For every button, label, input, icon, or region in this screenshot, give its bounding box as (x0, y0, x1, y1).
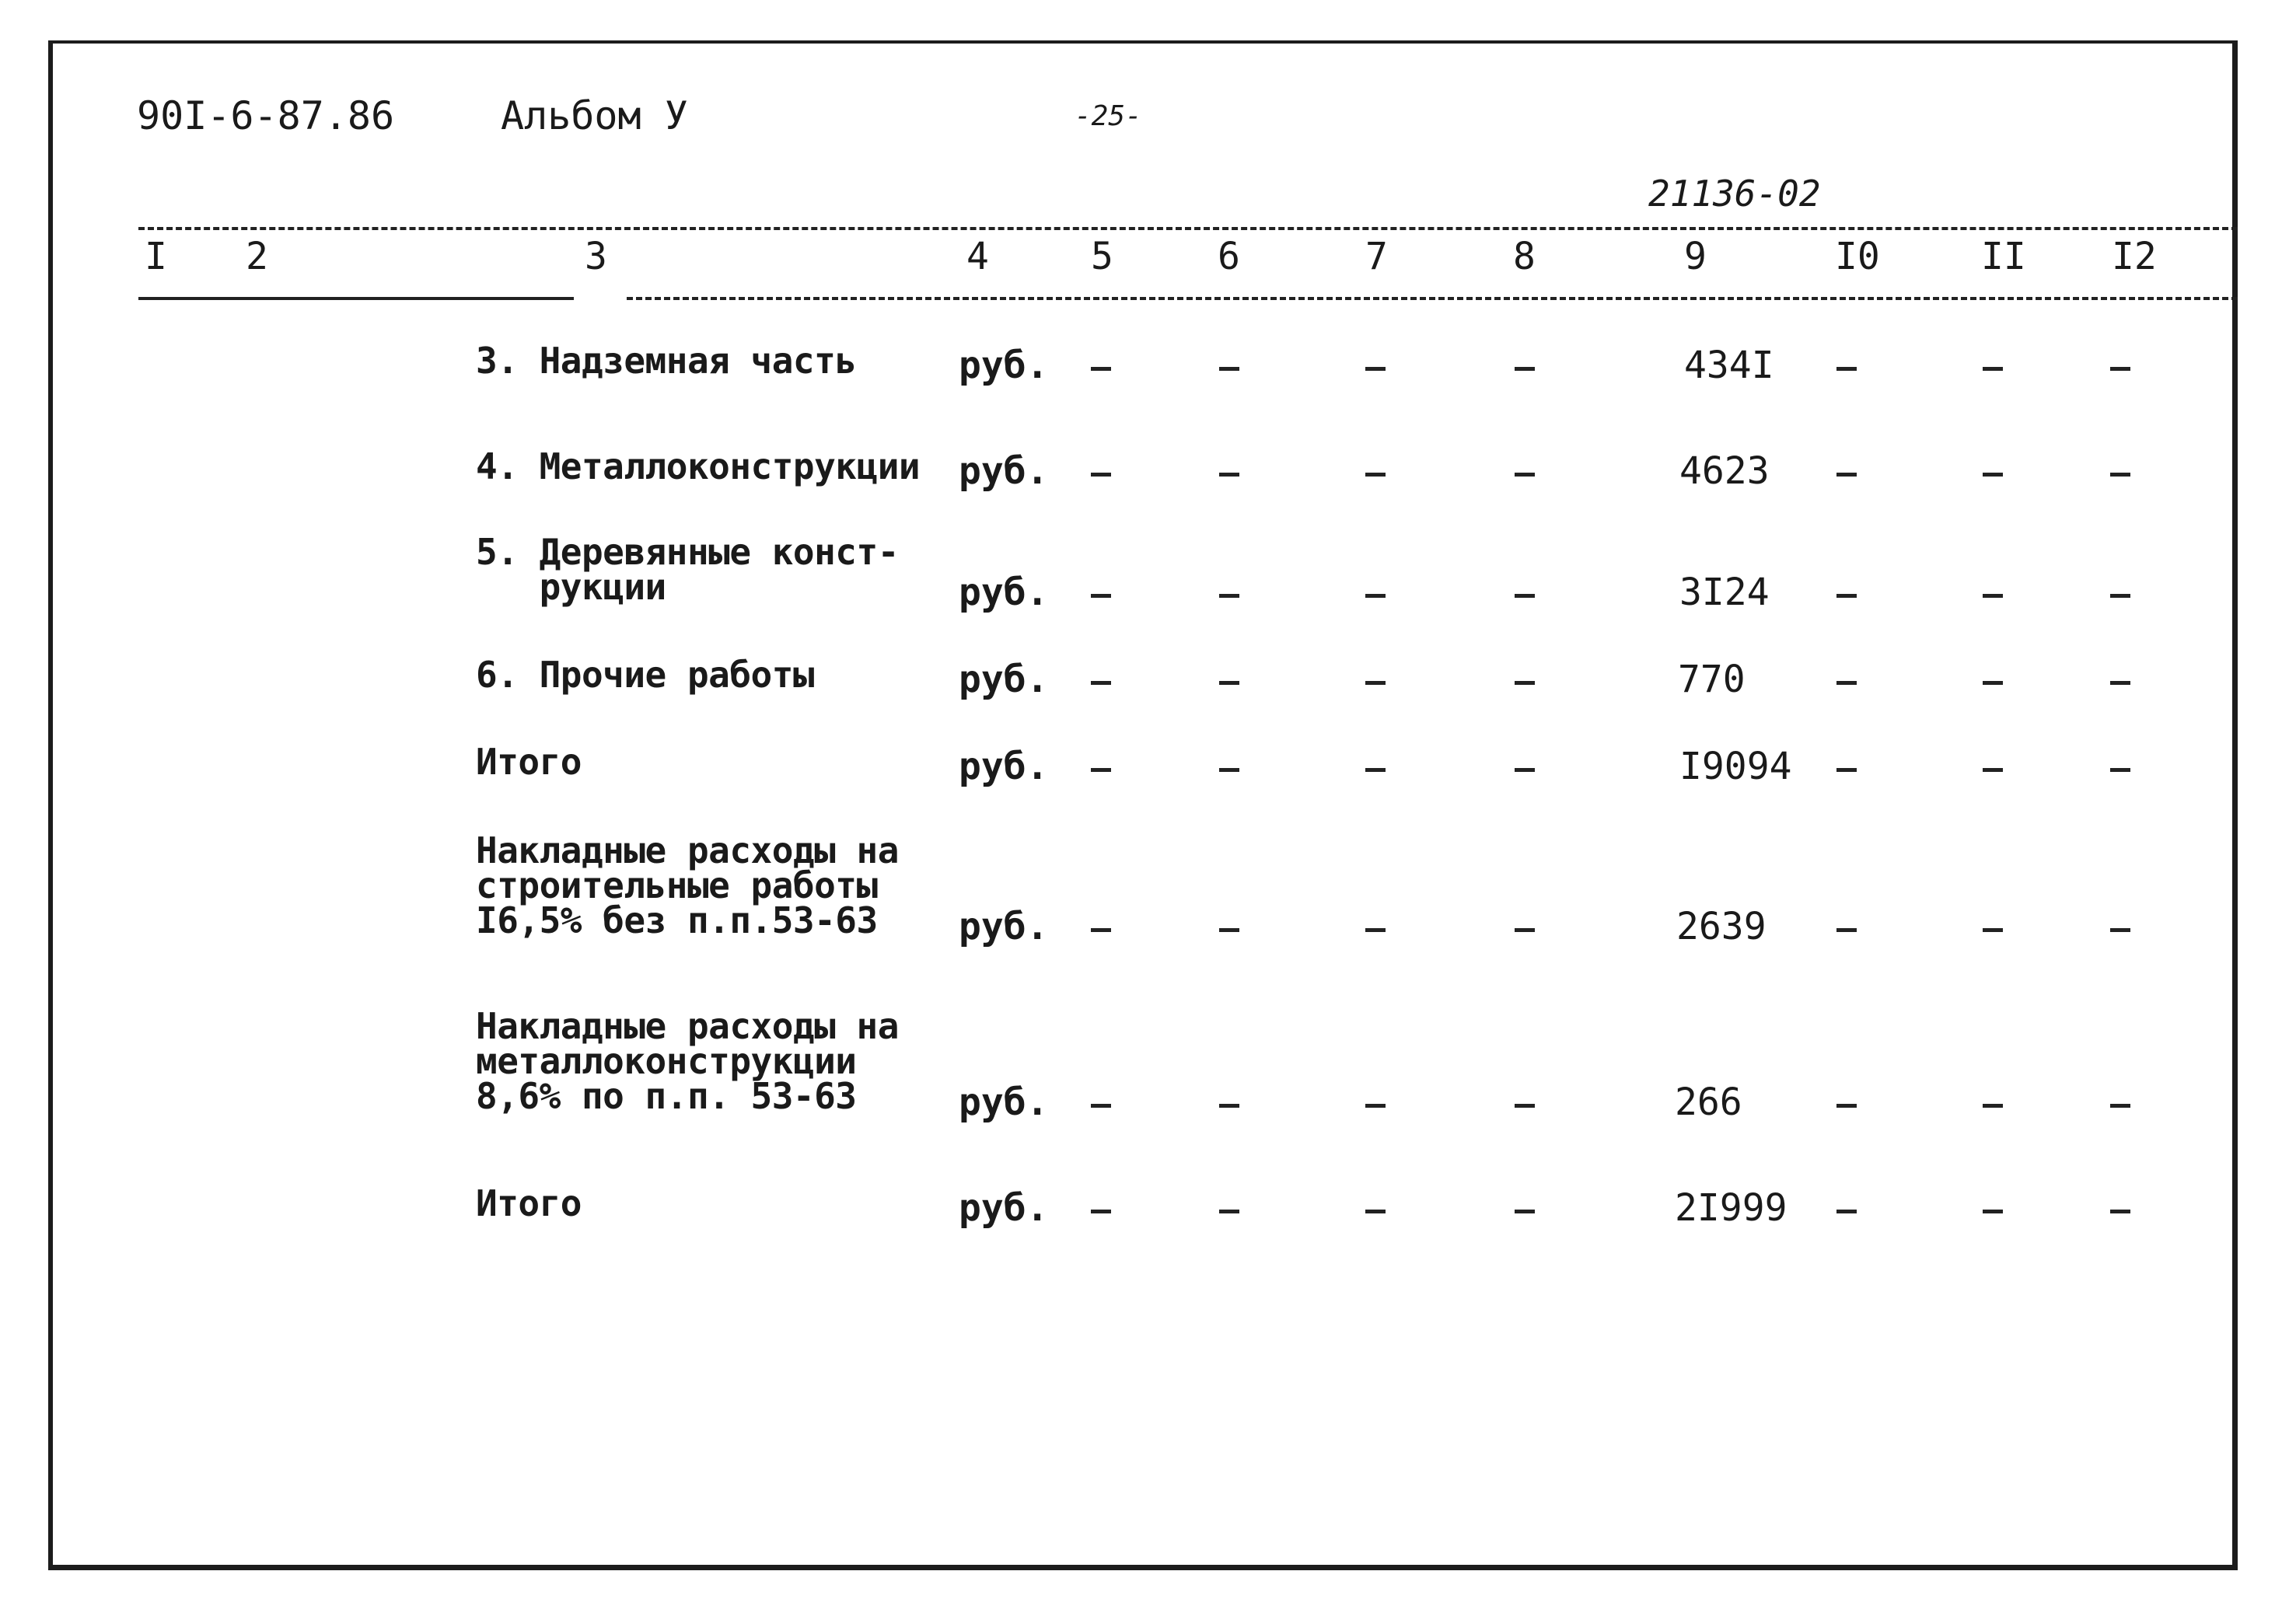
empty-cell-dash (1219, 1104, 1239, 1108)
empty-cell-dash (1836, 1210, 1857, 1213)
empty-cell-dash (2110, 1210, 2130, 1213)
empty-cell-dash (2110, 681, 2130, 685)
empty-cell-dash (1219, 594, 1239, 598)
item-label-line: 3. Надземная часть (476, 340, 857, 382)
value-cell: I9094 (1679, 745, 1792, 788)
item-label (476, 445, 921, 487)
unit-cell: руб. (959, 658, 1049, 701)
empty-cell-dash (1515, 1210, 1535, 1213)
empty-cell-dash (1091, 1210, 1111, 1213)
empty-cell-dash (1219, 473, 1239, 477)
column-number: 4 (966, 235, 989, 278)
empty-cell-dash (1983, 1104, 2003, 1108)
value-cell: 3I24 (1679, 571, 1770, 614)
empty-cell-dash (1983, 768, 2003, 772)
value-cell: 434I (1684, 344, 1774, 387)
header-bottom-line-left (138, 297, 574, 300)
column-number: II (1981, 235, 2026, 278)
empty-cell-dash (2110, 768, 2130, 772)
empty-cell-dash (1983, 928, 2003, 932)
empty-cell-dash (1515, 1104, 1535, 1108)
unit-cell: руб. (959, 344, 1049, 387)
item-label (476, 531, 899, 608)
empty-cell-dash (1219, 1210, 1239, 1213)
empty-cell-dash (1091, 1104, 1111, 1108)
empty-cell-dash (1365, 1104, 1386, 1108)
item-label-line: 4. Металлоконструкции (476, 445, 921, 487)
project-code: 21136-02 (1648, 173, 1821, 215)
empty-cell-dash (1983, 594, 2003, 598)
column-number: I2 (2112, 235, 2157, 278)
item-label (476, 741, 582, 783)
empty-cell-dash (1091, 681, 1111, 685)
item-label-line: 8,6% по п.п. 53-63 (476, 1075, 857, 1117)
item-label (476, 1182, 582, 1224)
empty-cell-dash (1515, 768, 1535, 772)
item-label (476, 1005, 899, 1117)
item-label (476, 654, 815, 696)
item-label-line: 5. Деревянные конст- (476, 531, 899, 573)
album-label: Альбом У (501, 93, 688, 138)
item-label-line: I6,5% без п.п.53-63 (476, 899, 878, 941)
empty-cell-dash (1365, 594, 1386, 598)
empty-cell-dash (1836, 768, 1857, 772)
empty-cell-dash (1219, 928, 1239, 932)
empty-cell-dash (1983, 681, 2003, 685)
unit-cell: руб. (959, 905, 1049, 948)
column-number: 6 (1218, 235, 1240, 278)
unit-cell: руб. (959, 1186, 1049, 1230)
empty-cell-dash (1091, 768, 1111, 772)
page-border (48, 40, 2238, 1570)
empty-cell-dash (1515, 367, 1535, 371)
item-label-line: Итого (476, 741, 582, 783)
document-number: 90I-6-87.86 (137, 93, 395, 138)
unit-cell: руб. (959, 745, 1049, 788)
item-label-line: рукции (476, 566, 666, 608)
value-cell: 266 (1675, 1081, 1742, 1124)
empty-cell-dash (1836, 367, 1857, 371)
empty-cell-dash (1515, 473, 1535, 477)
empty-cell-dash (1836, 1104, 1857, 1108)
page-number: -25- (1075, 100, 1142, 132)
value-cell: 2639 (1676, 905, 1767, 948)
unit-cell: руб. (959, 449, 1049, 493)
value-cell: 4623 (1679, 449, 1770, 493)
empty-cell-dash (1983, 1210, 2003, 1213)
item-label (476, 829, 899, 941)
empty-cell-dash (1091, 928, 1111, 932)
empty-cell-dash (1836, 473, 1857, 477)
item-label-line: металлоконструкции (476, 1040, 857, 1082)
empty-cell-dash (2110, 473, 2130, 477)
column-number: 3 (585, 235, 607, 278)
empty-cell-dash (1219, 768, 1239, 772)
header-top-line (138, 227, 2238, 230)
column-number: I (145, 235, 167, 278)
empty-cell-dash (1219, 681, 1239, 685)
empty-cell-dash (2110, 367, 2130, 371)
item-label-line: 6. Прочие работы (476, 654, 815, 696)
empty-cell-dash (1515, 928, 1535, 932)
column-number: 8 (1513, 235, 1536, 278)
empty-cell-dash (1365, 768, 1386, 772)
unit-cell: руб. (959, 571, 1049, 614)
column-number: 7 (1365, 235, 1388, 278)
empty-cell-dash (1983, 367, 2003, 371)
empty-cell-dash (1091, 473, 1111, 477)
empty-cell-dash (1365, 367, 1386, 371)
item-label-line: строительные работы (476, 864, 878, 906)
item-label-line: Накладные расходы на (476, 1005, 899, 1047)
empty-cell-dash (2110, 1104, 2130, 1108)
empty-cell-dash (2110, 928, 2130, 932)
empty-cell-dash (1836, 681, 1857, 685)
empty-cell-dash (1983, 473, 2003, 477)
column-number: I0 (1835, 235, 1880, 278)
empty-cell-dash (1219, 367, 1239, 371)
item-label-line: Накладные расходы на (476, 829, 899, 871)
empty-cell-dash (1091, 594, 1111, 598)
empty-cell-dash (1515, 681, 1535, 685)
column-number: 5 (1091, 235, 1113, 278)
empty-cell-dash (1365, 681, 1386, 685)
header-bottom-line-right (627, 297, 2238, 300)
item-label-line: Итого (476, 1182, 582, 1224)
empty-cell-dash (1836, 928, 1857, 932)
value-cell: 770 (1678, 658, 1746, 701)
empty-cell-dash (1365, 473, 1386, 477)
unit-cell: руб. (959, 1081, 1049, 1124)
empty-cell-dash (1365, 928, 1386, 932)
empty-cell-dash (1365, 1210, 1386, 1213)
empty-cell-dash (1515, 594, 1535, 598)
empty-cell-dash (1836, 594, 1857, 598)
column-number: 9 (1684, 235, 1707, 278)
empty-cell-dash (1091, 367, 1111, 371)
value-cell: 2I999 (1675, 1186, 1788, 1230)
empty-cell-dash (2110, 594, 2130, 598)
column-number: 2 (246, 235, 268, 278)
item-label (476, 340, 857, 382)
